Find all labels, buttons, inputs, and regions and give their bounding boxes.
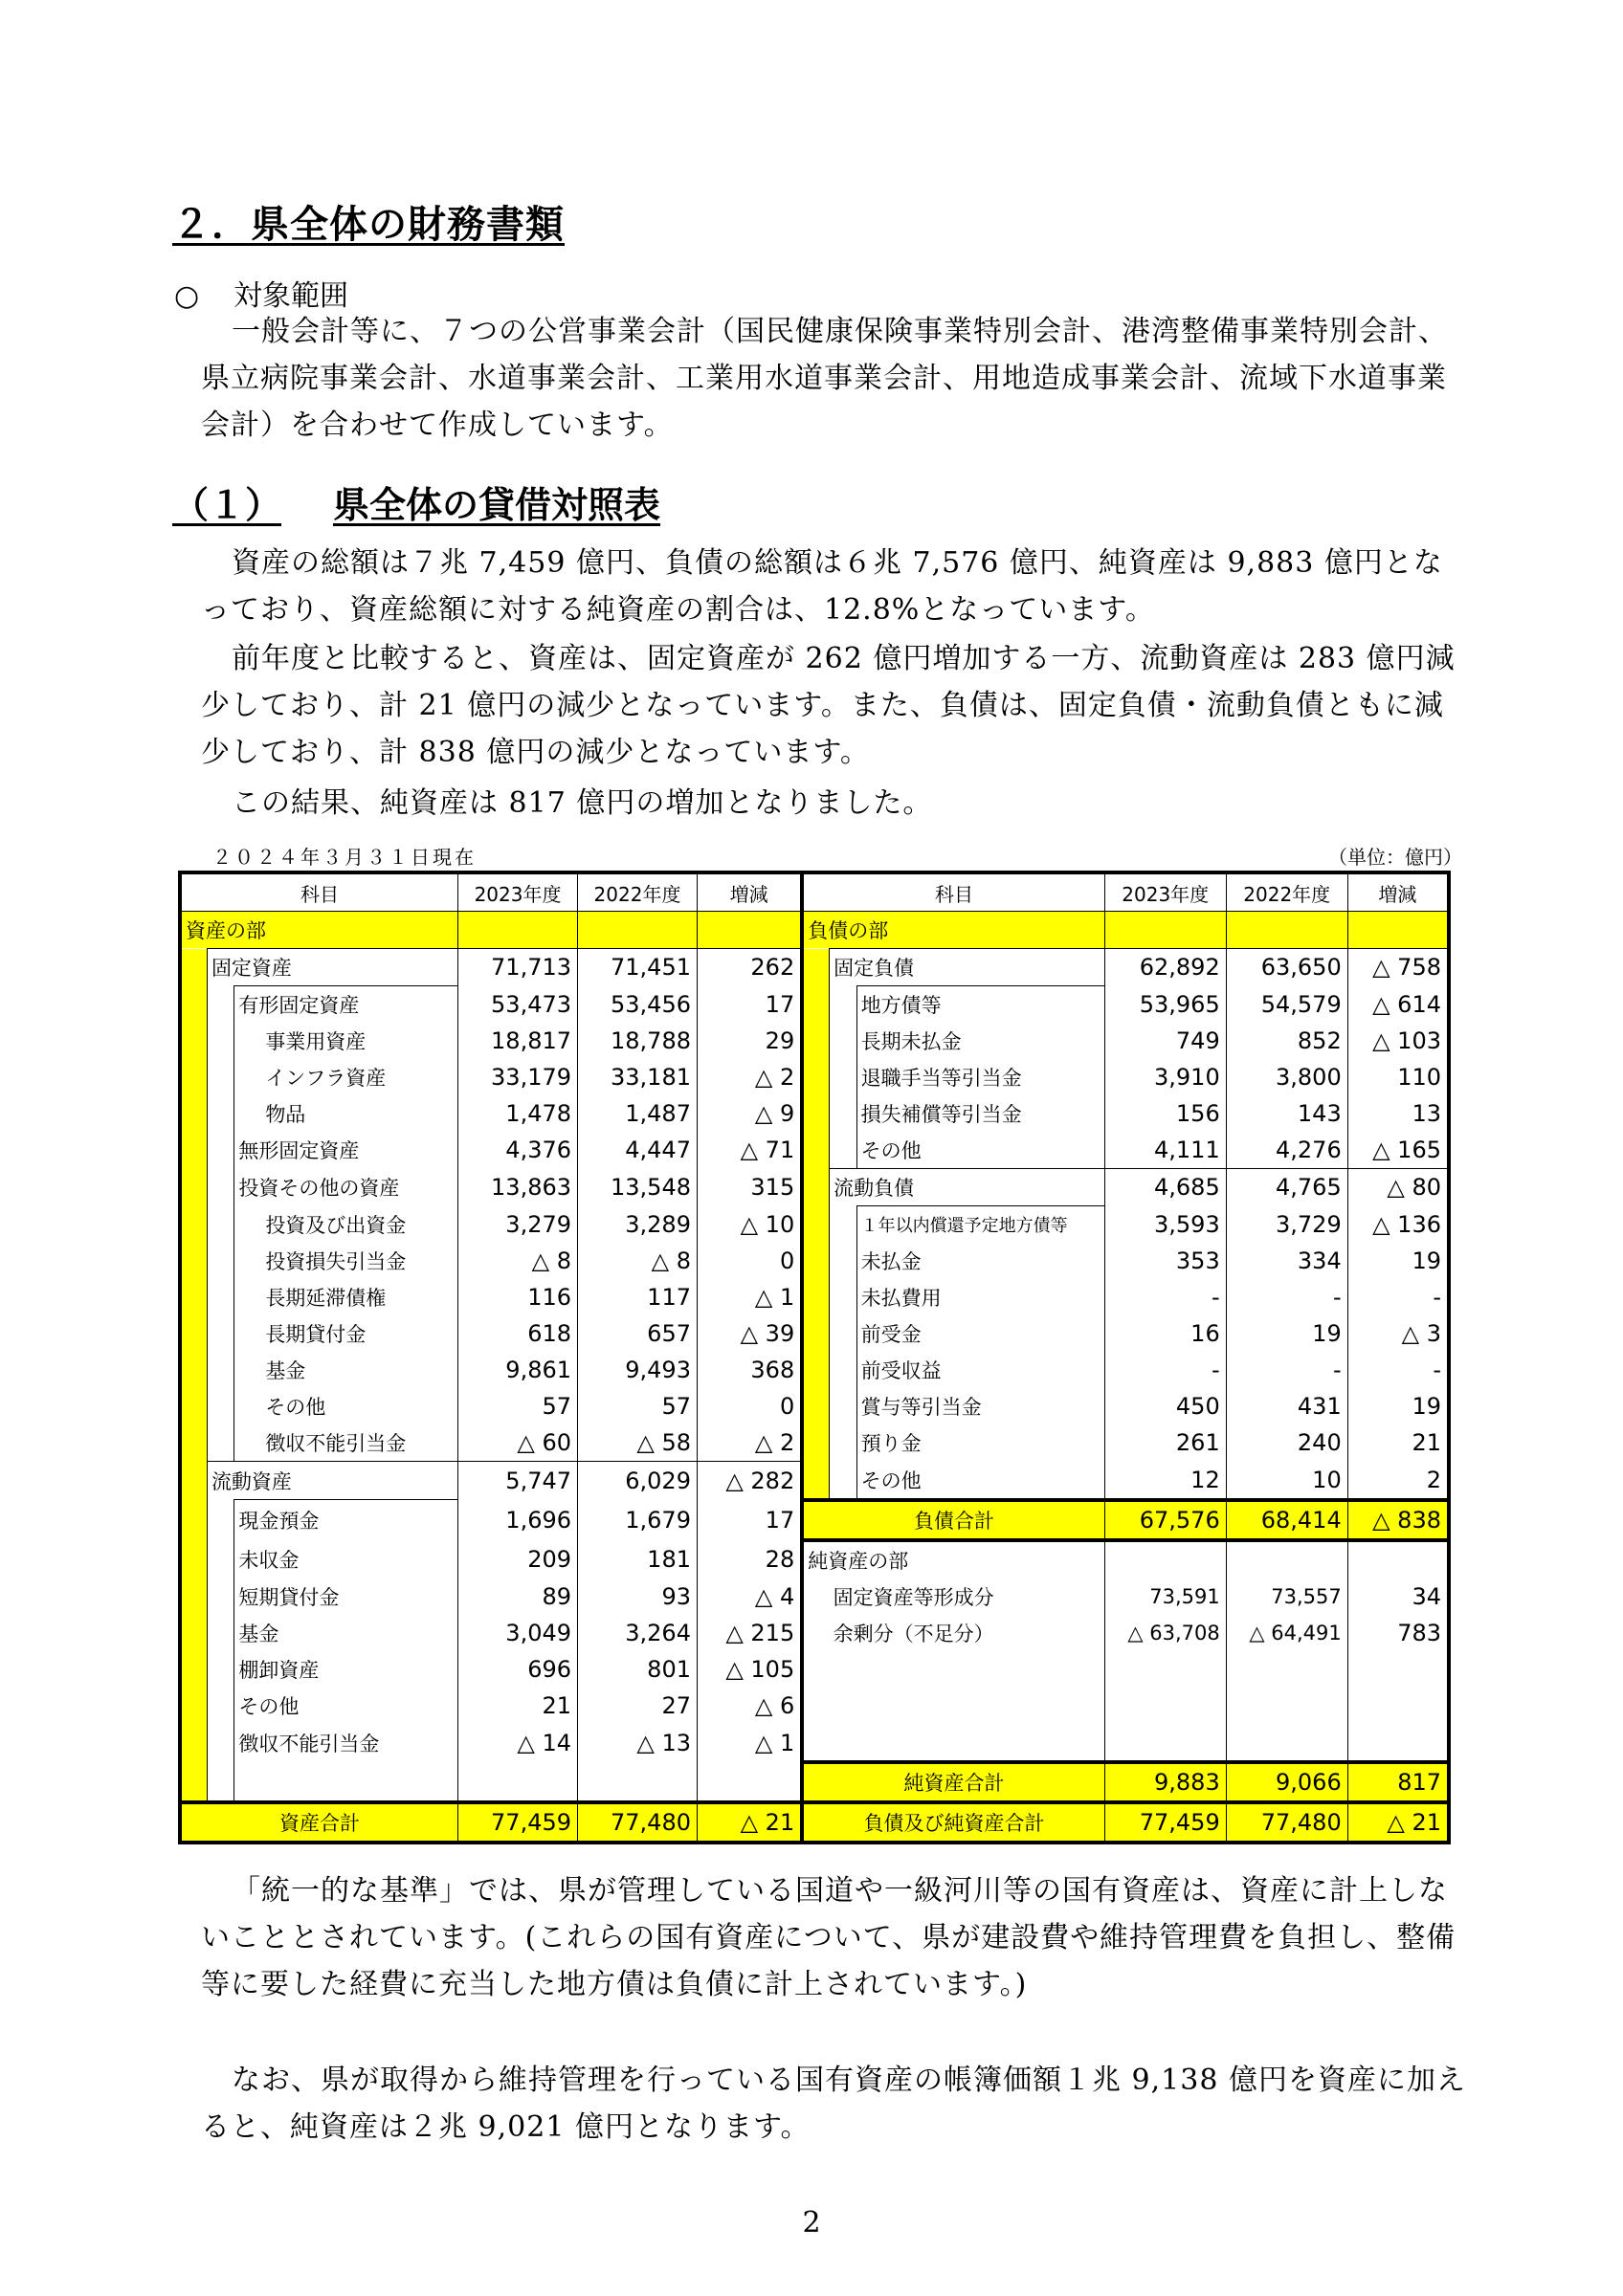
left-item-label: 投資及び出資金	[265, 1213, 407, 1237]
left-value-cell: 116	[458, 1279, 578, 1315]
right-value-cell: 53,965	[1104, 986, 1226, 1024]
table-row	[180, 912, 1449, 949]
right-value-cell: 34	[1347, 1578, 1449, 1615]
right-value-cell: 156	[1104, 1095, 1226, 1132]
paragraph-3: この結果、純資産は 817 億円の増加となりました。	[232, 786, 933, 820]
left-value-cell: 77,480	[578, 1802, 698, 1843]
left-value-cell: 1,679	[578, 1500, 698, 1540]
left-value-cell: 93	[578, 1578, 698, 1615]
left-value-cell: △ 282	[697, 1462, 802, 1500]
left-value-cell: 0	[697, 1243, 802, 1279]
right-value-cell: -	[1104, 1352, 1226, 1388]
right-value-cell: 10	[1226, 1462, 1347, 1500]
table-unit: （単位：億円）	[1328, 846, 1462, 869]
left-value-cell: 27	[578, 1688, 698, 1724]
left-value-cell: △ 2	[697, 1424, 802, 1462]
left-value-cell: 3,289	[578, 1206, 698, 1244]
right-value-cell: -	[1347, 1279, 1449, 1315]
table-row	[180, 1388, 1449, 1424]
right-value-cell: △ 758	[1347, 949, 1449, 986]
left-value-cell: △ 14	[458, 1724, 578, 1762]
left-item-label: 資産合計	[180, 1802, 458, 1843]
left-item-label: 現金預金	[234, 1500, 458, 1540]
left-value-cell: △ 105	[697, 1651, 802, 1688]
left-item-label: 事業用資産	[265, 1030, 367, 1053]
right-value-cell: △ 614	[1347, 986, 1449, 1024]
left-item-label: 徴収不能引当金	[265, 1432, 407, 1455]
column-header: 2022年度	[1226, 872, 1347, 912]
left-item-label: 無形固定資産	[234, 1132, 458, 1169]
table-row	[180, 1206, 1449, 1244]
paragraph-1: 資産の総額は７兆 7,459 億円、負債の総額は６兆 7,576 億円、純資産は 9,883 億円となっており、資産総額に対する純資産の割合は、12.8%となっています。	[201, 546, 1443, 627]
left-item-label: 投資その他の資産	[234, 1169, 458, 1206]
left-item-label: 投資損失引当金	[265, 1250, 407, 1273]
left-value-cell	[578, 1762, 698, 1802]
right-value-cell: 77,459	[1104, 1802, 1226, 1843]
right-item-label: 長期未払金	[856, 1023, 1104, 1059]
note-1: 「統一的な基準」では、県が管理している国道や一級河川等の国有資産は、資産に計上しないこととされています。(これらの国有資産について、県が建設費や維持管理費を負担し、整備等に要した経費に充当した地方債は負債に計上されています。)	[201, 1874, 1456, 2001]
left-item-label: 棚卸資産	[234, 1651, 458, 1688]
left-value-cell: 53,456	[578, 986, 698, 1024]
right-value-cell: -	[1226, 1352, 1347, 1388]
right-item-label: 負債の部	[802, 912, 1104, 949]
right-value-cell	[1104, 1688, 1226, 1724]
left-item-label	[234, 1762, 458, 1802]
left-value-cell: 21	[458, 1688, 578, 1724]
left-item-label: 短期貸付金	[234, 1578, 458, 1615]
scope-text: 一般会計等に、７つの公営事業会計（国民健康保険事業特別会計、港湾整備事業特別会計、県立病院事業会計、水道事業会計、工業用水道事業会計、用地造成事業会計、流域下水道事業会計）を合わせて作成しています。	[201, 315, 1448, 442]
left-item-label: 基金	[234, 1615, 458, 1651]
table-header-row	[180, 872, 1449, 912]
left-value-cell: 17	[697, 1500, 802, 1540]
left-value-cell: 209	[458, 1540, 578, 1578]
left-value-cell: 57	[578, 1388, 698, 1424]
right-value-cell: 73,557	[1226, 1578, 1347, 1615]
right-value-cell	[1226, 912, 1347, 949]
right-item-label: 損失補償等引当金	[856, 1095, 1104, 1132]
column-header: 2023年度	[458, 872, 578, 912]
right-value-cell: 353	[1104, 1243, 1226, 1279]
table-row	[180, 1462, 1449, 1500]
paragraph-2: 前年度と比較すると、資産は、固定資産が 262 億円増加する一方、流動資産は 283 億円減少しており、計 21 億円の減少となっています。また、負債は、固定負債・流動負債ともに減少しており、計 838 億円の減少となっています。	[201, 642, 1456, 769]
left-value-cell: 3,049	[458, 1615, 578, 1651]
left-value-cell: 0	[697, 1388, 802, 1424]
right-value-cell: 4,111	[1104, 1132, 1226, 1169]
right-value-cell: 450	[1104, 1388, 1226, 1424]
right-value-cell: △ 838	[1347, 1500, 1449, 1540]
right-item-label: 固定資産等形成分	[833, 1585, 994, 1609]
left-value-cell: △ 60	[458, 1424, 578, 1462]
right-value-cell: 3,800	[1226, 1059, 1347, 1095]
left-value-cell: △ 1	[697, 1724, 802, 1762]
right-value-cell	[1226, 1688, 1347, 1724]
column-header: 増減	[697, 872, 802, 912]
left-value-cell: 9,493	[578, 1352, 698, 1388]
left-value-cell	[578, 912, 698, 949]
table-row	[180, 949, 1449, 986]
right-value-cell: 143	[1226, 1095, 1347, 1132]
right-item-label	[830, 1688, 1105, 1724]
left-item-label: 物品	[265, 1103, 306, 1126]
left-value-cell: 33,181	[578, 1059, 698, 1095]
column-header: 2023年度	[1104, 872, 1226, 912]
table-row	[180, 1578, 1449, 1615]
scope-label: 対象範囲	[233, 279, 348, 313]
right-value-cell: △ 63,708	[1104, 1615, 1226, 1651]
right-item-label: 余剰分（不足分）	[833, 1622, 994, 1645]
right-value-cell: 4,765	[1226, 1169, 1347, 1206]
table-row	[180, 1688, 1449, 1724]
right-item-label: 退職手当等引当金	[856, 1059, 1104, 1095]
right-value-cell: 783	[1347, 1615, 1449, 1651]
right-item-label: 預り金	[856, 1424, 1104, 1462]
right-value-cell: △ 136	[1347, 1206, 1449, 1244]
left-value-cell: 18,788	[578, 1023, 698, 1059]
table-row	[180, 1243, 1449, 1279]
left-value-cell: 29	[697, 1023, 802, 1059]
left-item-label: 流動資産	[207, 1462, 457, 1500]
right-item-label: 負債合計	[802, 1500, 1104, 1540]
left-value-cell: △ 8	[458, 1243, 578, 1279]
left-value-cell: 181	[578, 1540, 698, 1578]
left-value-cell: △ 21	[697, 1802, 802, 1843]
left-value-cell	[458, 1762, 578, 1802]
left-item-label: 固定資産	[207, 949, 457, 986]
right-value-cell: △ 80	[1347, 1169, 1449, 1206]
left-value-cell	[697, 1762, 802, 1802]
table-row	[180, 1315, 1449, 1352]
left-value-cell: 1,487	[578, 1095, 698, 1132]
right-value-cell: 9,066	[1226, 1762, 1347, 1802]
left-value-cell: △ 13	[578, 1724, 698, 1762]
table-row	[180, 986, 1449, 1024]
note-2: なお、県が取得から維持管理を行っている国有資産の帳簿価額１兆 9,138 億円を資産に加えると、純資産は２兆 9,021 億円となります。	[201, 2064, 1466, 2144]
right-value-cell	[1104, 1724, 1226, 1762]
right-value-cell	[1347, 1688, 1449, 1724]
right-item-label: 流動負債	[830, 1169, 1105, 1206]
right-value-cell	[1104, 1651, 1226, 1688]
right-value-cell: 431	[1226, 1388, 1347, 1424]
left-value-cell: 13,863	[458, 1169, 578, 1206]
left-value-cell: △ 8	[578, 1243, 698, 1279]
left-value-cell: 33,179	[458, 1059, 578, 1095]
right-item-label: 固定負債	[830, 949, 1105, 986]
balance-sheet-table	[178, 871, 1451, 1844]
table-row	[180, 1724, 1449, 1762]
right-item-label: 前受金	[856, 1315, 1104, 1352]
left-item-label: 長期貸付金	[265, 1323, 367, 1346]
left-item-label: インフラ資産	[265, 1067, 387, 1090]
right-value-cell: -	[1347, 1352, 1449, 1388]
right-value-cell: 240	[1226, 1424, 1347, 1462]
left-value-cell: 71,451	[578, 949, 698, 986]
table-row	[180, 1023, 1449, 1059]
table-row	[180, 1540, 1449, 1578]
right-value-cell: △ 165	[1347, 1132, 1449, 1169]
section-heading: ２．県全体の財務書類	[172, 203, 565, 247]
table-row	[180, 1762, 1449, 1802]
right-value-cell: 62,892	[1104, 949, 1226, 986]
right-value-cell: 63,650	[1226, 949, 1347, 986]
right-value-cell: -	[1226, 1279, 1347, 1315]
circle-bullet-icon: ○	[174, 279, 200, 313]
right-value-cell: 19	[1347, 1388, 1449, 1424]
left-value-cell: △ 58	[578, 1424, 698, 1462]
left-item-label: その他	[265, 1396, 326, 1419]
left-item-label: 基金	[265, 1359, 306, 1382]
right-value-cell	[1226, 1651, 1347, 1688]
table-row	[180, 1802, 1449, 1843]
right-value-cell: 19	[1226, 1315, 1347, 1352]
right-value-cell: 749	[1104, 1023, 1226, 1059]
left-value-cell: 618	[458, 1315, 578, 1352]
left-item-label: 徴収不能引当金	[234, 1724, 458, 1762]
right-item-label: その他	[856, 1132, 1104, 1169]
left-item-label: 未収金	[234, 1540, 458, 1578]
right-item-label	[830, 1651, 1105, 1688]
left-value-cell: △ 2	[697, 1059, 802, 1095]
table-date: ２０２４年３月３１日現在	[212, 846, 477, 869]
left-value-cell: 1,696	[458, 1500, 578, 1540]
right-value-cell: 261	[1104, 1424, 1226, 1462]
left-item-label: その他	[234, 1688, 458, 1724]
left-value-cell	[458, 912, 578, 949]
table-row	[180, 1500, 1449, 1540]
left-value-cell: 53,473	[458, 986, 578, 1024]
left-value-cell: 17	[697, 986, 802, 1024]
right-item-label: 純資産の部	[802, 1540, 1104, 1578]
right-value-cell	[1226, 1540, 1347, 1578]
left-value-cell: 1,478	[458, 1095, 578, 1132]
left-value-cell: 77,459	[458, 1802, 578, 1843]
right-value-cell: 12	[1104, 1462, 1226, 1500]
left-value-cell: △ 4	[697, 1578, 802, 1615]
table-row	[180, 1132, 1449, 1169]
right-value-cell: 54,579	[1226, 986, 1347, 1024]
table-row	[180, 1424, 1449, 1462]
table-row	[180, 1352, 1449, 1388]
left-item-label: 長期延滞債権	[265, 1287, 387, 1310]
left-value-cell: 57	[458, 1388, 578, 1424]
left-value-cell	[697, 912, 802, 949]
right-item-label: 賞与等引当金	[856, 1388, 1104, 1424]
right-value-cell: 817	[1347, 1762, 1449, 1802]
right-value-cell: 334	[1226, 1243, 1347, 1279]
page-number: 2	[802, 2206, 821, 2240]
left-value-cell: △ 10	[697, 1206, 802, 1244]
left-value-cell: 4,376	[458, 1132, 578, 1169]
left-value-cell: 9,861	[458, 1352, 578, 1388]
right-item-label: 負債及び純資産合計	[802, 1802, 1104, 1843]
left-item-label: 資産の部	[180, 912, 458, 949]
subsection-number: （１）	[172, 484, 282, 526]
right-value-cell	[1347, 1651, 1449, 1688]
column-header: 科目	[180, 872, 458, 912]
right-value-cell: 852	[1226, 1023, 1347, 1059]
subsection-heading	[172, 475, 660, 528]
right-value-cell: △ 64,491	[1226, 1615, 1347, 1651]
right-item-label: 純資産合計	[802, 1762, 1104, 1802]
left-value-cell: △ 71	[697, 1132, 802, 1169]
table-row	[180, 1169, 1449, 1206]
left-value-cell: 315	[697, 1169, 802, 1206]
table-row	[180, 1279, 1449, 1315]
right-item-label: １年以内償還予定地方債等	[856, 1206, 1104, 1244]
right-item-label: 未払費用	[856, 1279, 1104, 1315]
left-value-cell: 71,713	[458, 949, 578, 986]
right-value-cell	[1347, 1540, 1449, 1578]
left-value-cell: 13,548	[578, 1169, 698, 1206]
right-value-cell: 77,480	[1226, 1802, 1347, 1843]
right-value-cell: 110	[1347, 1059, 1449, 1095]
column-header: 科目	[802, 872, 1104, 912]
left-value-cell: 3,264	[578, 1615, 698, 1651]
right-value-cell: △ 103	[1347, 1023, 1449, 1059]
right-value-cell: △ 21	[1347, 1802, 1449, 1843]
right-item-label: 未払金	[856, 1243, 1104, 1279]
right-value-cell: 67,576	[1104, 1500, 1226, 1540]
right-value-cell: 9,883	[1104, 1762, 1226, 1802]
right-value-cell: 16	[1104, 1315, 1226, 1352]
left-item-label: 有形固定資産	[234, 986, 458, 1024]
column-header: 増減	[1347, 872, 1449, 912]
right-value-cell: 68,414	[1226, 1500, 1347, 1540]
left-value-cell: 657	[578, 1315, 698, 1352]
subsection-title: 県全体の貸借対照表	[333, 484, 661, 526]
left-value-cell: 801	[578, 1651, 698, 1688]
right-value-cell: 4,276	[1226, 1132, 1347, 1169]
table-row	[180, 1059, 1449, 1095]
left-value-cell: △ 39	[697, 1315, 802, 1352]
left-value-cell: 5,747	[458, 1462, 578, 1500]
left-value-cell: 368	[697, 1352, 802, 1388]
left-value-cell: 117	[578, 1279, 698, 1315]
right-value-cell	[1347, 912, 1449, 949]
left-value-cell: △ 215	[697, 1615, 802, 1651]
column-header: 2022年度	[578, 872, 698, 912]
left-value-cell: △ 1	[697, 1279, 802, 1315]
right-value-cell	[1104, 1540, 1226, 1578]
right-value-cell: 2	[1347, 1462, 1449, 1500]
left-value-cell: 18,817	[458, 1023, 578, 1059]
left-value-cell: 6,029	[578, 1462, 698, 1500]
right-value-cell: 3,593	[1104, 1206, 1226, 1244]
table-row	[180, 1651, 1449, 1688]
left-value-cell: 262	[697, 949, 802, 986]
right-item-label	[830, 1724, 1105, 1762]
right-value-cell: △ 3	[1347, 1315, 1449, 1352]
left-value-cell: 28	[697, 1540, 802, 1578]
left-value-cell: △ 9	[697, 1095, 802, 1132]
left-value-cell: 3,279	[458, 1206, 578, 1244]
left-value-cell: 4,447	[578, 1132, 698, 1169]
right-value-cell: 73,591	[1104, 1578, 1226, 1615]
left-value-cell: △ 6	[697, 1688, 802, 1724]
right-value-cell	[1226, 1724, 1347, 1762]
right-value-cell	[1347, 1724, 1449, 1762]
right-value-cell: 3,729	[1226, 1206, 1347, 1244]
right-value-cell: 3,910	[1104, 1059, 1226, 1095]
right-value-cell	[1104, 912, 1226, 949]
right-value-cell: 4,685	[1104, 1169, 1226, 1206]
right-value-cell: 21	[1347, 1424, 1449, 1462]
left-value-cell: 696	[458, 1651, 578, 1688]
right-item-label: その他	[856, 1462, 1104, 1500]
right-value-cell: -	[1104, 1279, 1226, 1315]
table-row	[180, 1095, 1449, 1132]
right-item-label: 前受収益	[856, 1352, 1104, 1388]
right-item-label: 地方債等	[856, 986, 1104, 1024]
table-row	[180, 1615, 1449, 1651]
right-value-cell: 19	[1347, 1243, 1449, 1279]
right-value-cell: 13	[1347, 1095, 1449, 1132]
left-value-cell: 89	[458, 1578, 578, 1615]
